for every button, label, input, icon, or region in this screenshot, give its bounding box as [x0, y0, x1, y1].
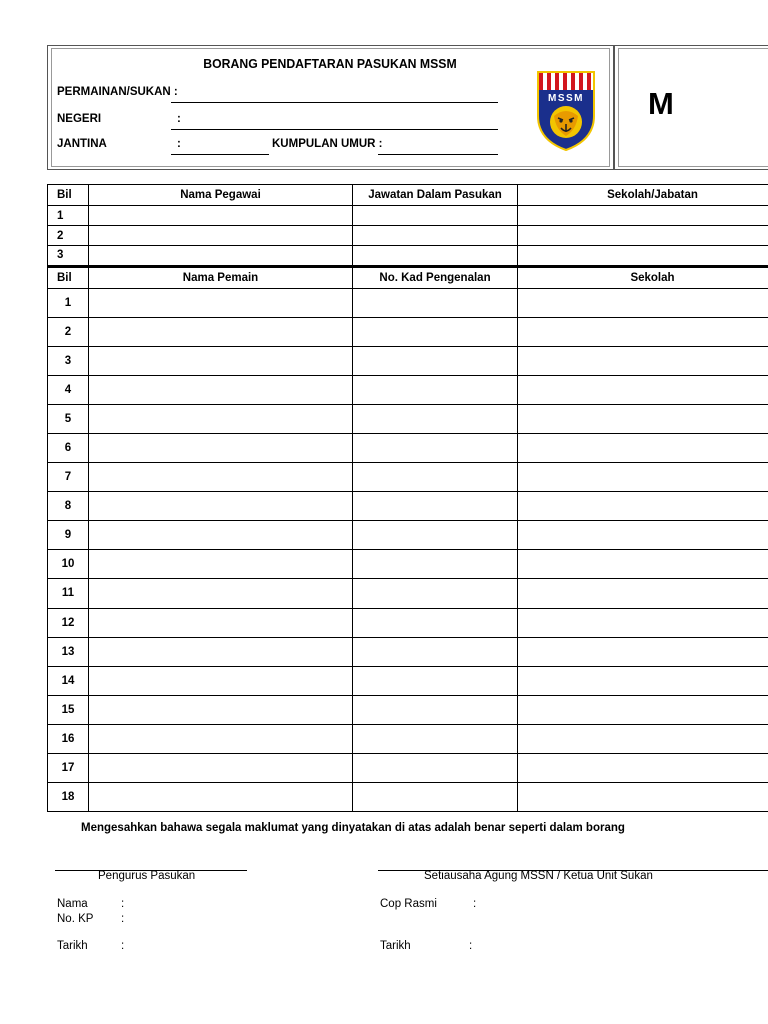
table-row: [48, 783, 768, 812]
label-nokp: No. KP: [57, 913, 94, 925]
cell-sekolah[interactable]: [518, 288, 768, 317]
cell-sekolah[interactable]: [518, 754, 768, 783]
cell-sekolah[interactable]: [518, 783, 768, 812]
label-permainan: PERMAINAN/SUKAN :: [57, 86, 178, 98]
row-number: 18: [48, 783, 89, 812]
table-row: [48, 695, 768, 724]
row-number: 1: [48, 288, 89, 317]
cell-nama-pemain[interactable]: [89, 463, 353, 492]
cell-no-kad-pengenalan[interactable]: [353, 550, 518, 579]
right-header-inner: [618, 48, 768, 167]
tarikh-left-colon: :: [121, 940, 125, 952]
cell-sekolah[interactable]: [518, 375, 768, 404]
col-nama-pegawai: Nama Pegawai: [89, 185, 353, 206]
cell-sekolah[interactable]: [518, 608, 768, 637]
mssm-shield-icon: [536, 70, 596, 152]
table-row: [48, 521, 768, 550]
cell-nama-pemain[interactable]: [89, 404, 353, 433]
row-number: 16: [48, 724, 89, 753]
right-header-text: M: [648, 86, 674, 121]
label-kumpulan-umur: KUMPULAN UMUR :: [272, 138, 383, 150]
row-number: 11: [48, 579, 89, 608]
cell-nama-pemain[interactable]: [89, 608, 353, 637]
table-row: [48, 579, 768, 608]
cell-jawatan[interactable]: [353, 206, 518, 226]
cop-colon: :: [473, 898, 477, 910]
cell-nama-pemain[interactable]: [89, 724, 353, 753]
row-number: 10: [48, 550, 89, 579]
table-row: [48, 666, 768, 695]
table-row: [48, 492, 768, 521]
cell-nama-pemain[interactable]: [89, 550, 353, 579]
negeri-field[interactable]: [171, 129, 498, 130]
tarikh-right-colon: :: [469, 940, 473, 952]
form-title: BORANG PENDAFTARAN PASUKAN MSSM: [203, 57, 457, 71]
table-row: [48, 463, 768, 492]
cell-no-kad-pengenalan[interactable]: [353, 637, 518, 666]
label-jantina: JANTINA: [57, 138, 107, 150]
cell-sekolah[interactable]: [518, 637, 768, 666]
permainan-field[interactable]: [171, 102, 498, 103]
table-row: [48, 246, 768, 266]
cell-no-kad-pengenalan[interactable]: [353, 666, 518, 695]
cell-sekolah[interactable]: [518, 695, 768, 724]
table-row: [48, 206, 768, 226]
label-tarikh-right: Tarikh: [380, 940, 411, 952]
table-row: [48, 724, 768, 753]
cell-nama-pemain[interactable]: [89, 695, 353, 724]
cell-no-kad-pengenalan[interactable]: [353, 404, 518, 433]
cell-no-kad-pengenalan[interactable]: [353, 754, 518, 783]
cell-nama-pemain[interactable]: [89, 666, 353, 695]
row-number: 9: [48, 521, 89, 550]
row-number: 3: [48, 246, 89, 266]
mssm-logo: [536, 70, 596, 152]
cell-no-kad-pengenalan[interactable]: [353, 346, 518, 375]
row-number: 8: [48, 492, 89, 521]
cell-nama-pemain[interactable]: [89, 433, 353, 462]
col-sekolah-jabatan: Sekolah/Jabatan: [518, 185, 768, 206]
row-number: 2: [48, 226, 89, 246]
cell-no-kad-pengenalan[interactable]: [353, 317, 518, 346]
label-nama: Nama: [57, 898, 88, 910]
table-row: [48, 637, 768, 666]
table-row: [48, 404, 768, 433]
col-no-kad-pengenalan: No. Kad Pengenalan: [353, 267, 518, 288]
cell-no-kad-pengenalan[interactable]: [353, 521, 518, 550]
row-number: 12: [48, 608, 89, 637]
cell-nama-pemain[interactable]: [89, 579, 353, 608]
officials-table: [47, 184, 768, 267]
cell-no-kad-pengenalan[interactable]: [353, 783, 518, 812]
cell-no-kad-pengenalan[interactable]: [353, 375, 518, 404]
table-row: [48, 433, 768, 462]
cell-sekolah[interactable]: [518, 433, 768, 462]
row-number: 2: [48, 317, 89, 346]
jantina-colon: :: [177, 138, 181, 150]
cell-no-kad-pengenalan[interactable]: [353, 433, 518, 462]
col-nama-pemain: Nama Pemain: [89, 267, 353, 288]
table-row: [48, 375, 768, 404]
negeri-colon: :: [177, 113, 181, 125]
label-cop-rasmi: Cop Rasmi: [380, 898, 437, 910]
sig-title-pengurus: Pengurus Pasukan: [98, 870, 196, 882]
players-table: [47, 266, 768, 812]
cell-no-kad-pengenalan[interactable]: [353, 492, 518, 521]
cell-no-kad-pengenalan[interactable]: [353, 608, 518, 637]
kumpulan-umur-field[interactable]: [378, 154, 498, 155]
cell-sekolah[interactable]: [518, 579, 768, 608]
row-number: 1: [48, 206, 89, 226]
table-row: [48, 346, 768, 375]
cell-nama-pemain[interactable]: [89, 492, 353, 521]
cell-sekolah[interactable]: [518, 492, 768, 521]
cell-sekolah[interactable]: [518, 521, 768, 550]
col-jawatan: Jawatan Dalam Pasukan: [353, 185, 518, 206]
table-row: [48, 550, 768, 579]
cell-nama-pemain[interactable]: [89, 375, 353, 404]
nokp-colon: :: [121, 913, 125, 925]
cell-no-kad-pengenalan[interactable]: [353, 695, 518, 724]
row-number: 7: [48, 463, 89, 492]
row-number: 13: [48, 637, 89, 666]
cell-nama-pemain[interactable]: [89, 521, 353, 550]
logo-text: MSSM: [548, 93, 584, 104]
cell-no-kad-pengenalan[interactable]: [353, 288, 518, 317]
cell-nama-pegawai[interactable]: [89, 226, 353, 246]
cell-no-kad-pengenalan[interactable]: [353, 463, 518, 492]
cell-nama-pemain[interactable]: [89, 754, 353, 783]
players-header-row: [48, 267, 768, 288]
cell-no-kad-pengenalan[interactable]: [353, 724, 518, 753]
cell-nama-pemain[interactable]: [89, 637, 353, 666]
label-negeri: NEGERI: [57, 113, 102, 125]
row-number: 17: [48, 754, 89, 783]
row-number: 14: [48, 666, 89, 695]
cell-sekolah[interactable]: [518, 666, 768, 695]
players-body: [48, 288, 768, 812]
cell-jawatan[interactable]: [353, 226, 518, 246]
label-tarikh-left: Tarikh: [57, 940, 88, 952]
table-row: [48, 754, 768, 783]
nama-colon: :: [121, 898, 125, 910]
cell-sekolah-jabatan[interactable]: [518, 226, 768, 246]
row-number: 3: [48, 346, 89, 375]
cell-nama-pemain[interactable]: [89, 783, 353, 812]
confirmation-statement: Mengesahkan bahawa segala maklumat yang dinyatakan di atas adalah benar seperti dalam borang: [81, 822, 625, 834]
cell-sekolah[interactable]: [518, 724, 768, 753]
cell-sekolah-jabatan[interactable]: [518, 246, 768, 266]
col-bil: Bil: [48, 267, 89, 288]
row-number: 6: [48, 433, 89, 462]
cell-nama-pegawai[interactable]: [89, 246, 353, 266]
cell-sekolah[interactable]: [518, 463, 768, 492]
officials-header-row: [48, 185, 768, 206]
cell-sekolah-jabatan[interactable]: [518, 206, 768, 226]
row-number: 4: [48, 375, 89, 404]
cell-nama-pegawai[interactable]: [89, 206, 353, 226]
table-row: [48, 226, 768, 246]
cell-sekolah[interactable]: [518, 550, 768, 579]
col-bil: Bil: [48, 185, 89, 206]
table-row: [48, 317, 768, 346]
cell-sekolah[interactable]: [518, 346, 768, 375]
table-row: [48, 288, 768, 317]
jantina-field[interactable]: [171, 154, 269, 155]
cell-nama-pemain[interactable]: [89, 346, 353, 375]
cell-sekolah[interactable]: [518, 317, 768, 346]
cell-jawatan[interactable]: [353, 246, 518, 266]
sig-title-setiausaha: Setiausaha Agung MSSN / Ketua Unit Sukan: [424, 870, 653, 882]
cell-sekolah[interactable]: [518, 404, 768, 433]
cell-nama-pemain[interactable]: [89, 317, 353, 346]
table-row: [48, 608, 768, 637]
row-number: 15: [48, 695, 89, 724]
row-number: 5: [48, 404, 89, 433]
col-sekolah: Sekolah: [518, 267, 768, 288]
cell-nama-pemain[interactable]: [89, 288, 353, 317]
cell-no-kad-pengenalan[interactable]: [353, 579, 518, 608]
